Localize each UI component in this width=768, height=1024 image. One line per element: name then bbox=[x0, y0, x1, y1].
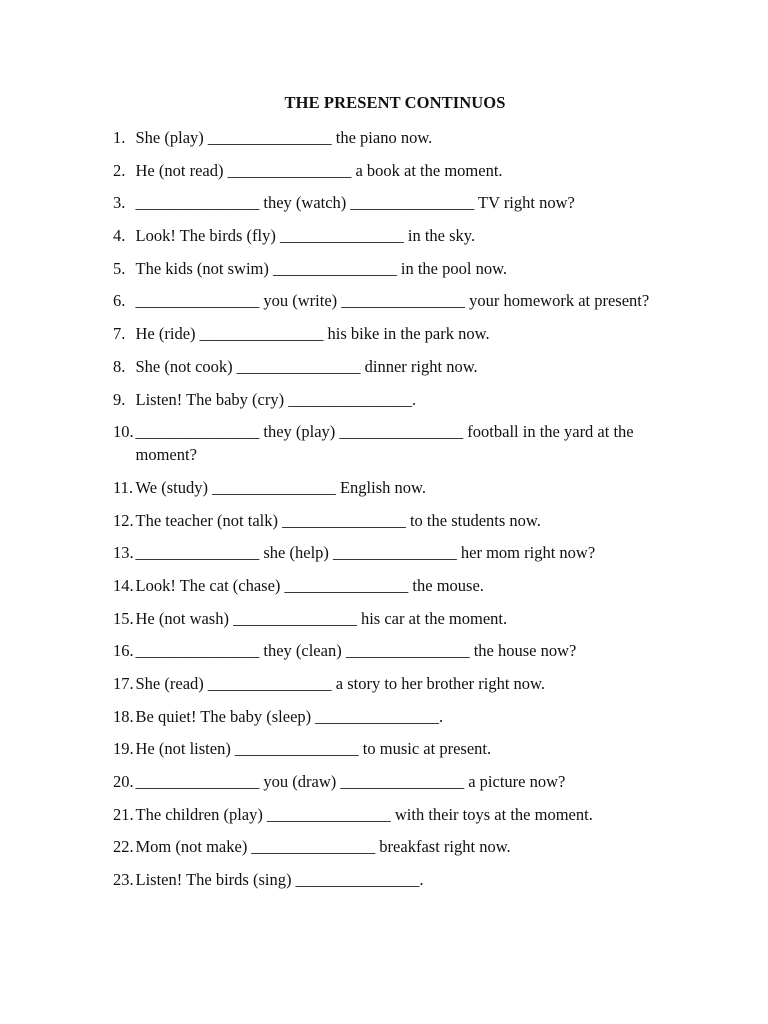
exercise-item bbox=[113, 509, 673, 532]
exercise-number: 10. bbox=[113, 422, 134, 442]
exercise-text: She (read) _______________ a story to her brother right now. bbox=[135, 674, 546, 693]
exercise-text: _______________ they (watch) _______________ TV right now? bbox=[135, 193, 575, 213]
exercise-item bbox=[113, 476, 673, 499]
exercise-text: The kids (not swim) _______________ in the pool now. bbox=[135, 258, 508, 278]
exercise-item bbox=[113, 322, 673, 345]
exercise-number: 14. bbox=[113, 575, 134, 595]
exercise-item bbox=[113, 737, 673, 760]
exercise-text: Listen! The baby (cry) _______________. bbox=[135, 389, 417, 409]
exercise-item bbox=[113, 420, 673, 466]
exercise-number: 19. bbox=[113, 739, 134, 759]
exercise-text: She (play) _______________ the piano now. bbox=[135, 128, 433, 147]
exercise-item bbox=[113, 159, 673, 182]
exercise-text: Be quiet! The baby (sleep) _______________. bbox=[135, 706, 444, 726]
exercise-number: 1. bbox=[113, 128, 126, 147]
exercise-number: 9. bbox=[113, 389, 126, 409]
exercise-number: 15. bbox=[113, 608, 134, 628]
exercise-text: _______________ they (play) _______________ football in the yard at the moment? bbox=[135, 422, 634, 465]
exercise-number: 11. bbox=[113, 477, 134, 497]
exercise-text: _______________ they (clean) _______________ the house now? bbox=[135, 641, 577, 661]
worksheet-title: THE PRESENT CONTINUOS bbox=[284, 93, 506, 112]
exercise-item bbox=[113, 191, 673, 214]
exercise-item bbox=[113, 289, 673, 312]
exercise-item bbox=[113, 607, 673, 630]
exercise-text: _______________ you (draw) _______________ a picture now? bbox=[135, 772, 566, 792]
exercise-item bbox=[113, 868, 673, 891]
exercise-item bbox=[113, 541, 673, 564]
exercise-item bbox=[113, 574, 673, 597]
exercise-text: Mom (not make) _______________ breakfast right now. bbox=[135, 837, 511, 857]
exercise-text: The teacher (not talk) _______________ to the students now. bbox=[135, 510, 541, 530]
exercise-number: 20. bbox=[113, 772, 134, 792]
exercise-item bbox=[113, 257, 673, 280]
exercise-text: He (not wash) _______________ his car at the moment. bbox=[135, 608, 508, 628]
exercise-text: He (not listen) _______________ to music at present. bbox=[135, 739, 492, 759]
exercise-number: 8. bbox=[113, 356, 126, 376]
exercise-text: _______________ you (write) _______________ your homework at present? bbox=[135, 291, 650, 311]
exercise-text: Listen! The birds (sing) _______________. bbox=[135, 870, 424, 890]
exercise-item bbox=[113, 672, 673, 695]
exercise-number: 17. bbox=[113, 674, 134, 693]
exercise-item bbox=[113, 224, 673, 247]
exercise-number: 13. bbox=[113, 543, 134, 563]
exercise-number: 2. bbox=[113, 160, 126, 180]
exercise-item bbox=[113, 639, 673, 662]
exercise-number: 22. bbox=[113, 837, 134, 857]
exercise-number: 21. bbox=[113, 804, 134, 824]
exercise-item bbox=[113, 388, 673, 411]
exercise-text: He (not read) _______________ a book at the moment. bbox=[135, 160, 503, 180]
exercise-number: 16. bbox=[113, 641, 134, 661]
exercise-text: We (study) _______________ English now. bbox=[135, 477, 426, 497]
exercise-number: 3. bbox=[113, 193, 126, 213]
exercise-item bbox=[113, 126, 673, 149]
exercise-item bbox=[113, 770, 673, 793]
exercise-number: 5. bbox=[113, 258, 126, 278]
exercise-number: 4. bbox=[113, 226, 126, 246]
exercise-text: The children (play) _______________ with their toys at the moment. bbox=[135, 804, 593, 824]
exercise-text: Look! The birds (fly) _______________ in the sky. bbox=[135, 226, 476, 246]
exercise-text: _______________ she (help) _______________ her mom right now? bbox=[135, 543, 596, 563]
exercise-item bbox=[113, 835, 673, 858]
exercise-number: 12. bbox=[113, 510, 134, 530]
exercise-item bbox=[113, 355, 673, 378]
exercise-number: 18. bbox=[113, 706, 134, 726]
exercise-item bbox=[113, 705, 673, 728]
exercise-number: 23. bbox=[113, 870, 134, 890]
exercise-number: 7. bbox=[113, 324, 126, 344]
exercise-text: Look! The cat (chase) _______________ the mouse. bbox=[135, 575, 484, 595]
exercise-text: She (not cook) _______________ dinner right now. bbox=[135, 356, 478, 376]
exercise-item bbox=[113, 803, 673, 826]
exercise-number: 6. bbox=[113, 291, 126, 311]
exercise-text: He (ride) _______________ his bike in the park now. bbox=[135, 324, 490, 344]
exercise-list bbox=[113, 126, 673, 901]
